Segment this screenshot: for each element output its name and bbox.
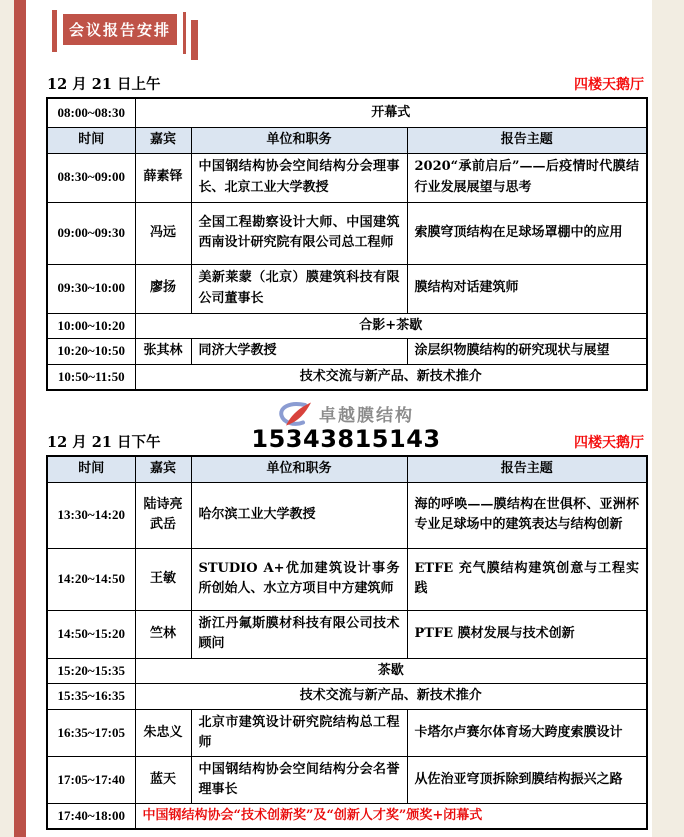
cell-org: 同济大学教授 — [191, 338, 407, 364]
cell-org: 中国钢结构协会空间结构分会理事长、北京工业大学教授 — [191, 153, 407, 202]
award-ceremony-cell: 中国钢结构协会“技术创新奖”及“创新人才奖”颁奖+闭幕式 — [135, 803, 647, 829]
cell-guest: 王敏 — [135, 548, 191, 610]
cell-topic: 索膜穹顶结构在足球场罩棚中的应用 — [407, 202, 647, 264]
table-row — [47, 709, 647, 756]
cell-org: STUDIO A+优加建筑设计事务所创始人、水立方项目中方建筑师 — [191, 548, 407, 610]
guest-name: 陆诗亮 — [143, 497, 183, 512]
merged-cell: 合影+茶歇 — [135, 313, 647, 338]
session-date: 12 月 21 日下午 — [47, 434, 161, 452]
session-date: 12 月 21 日上午 — [47, 76, 161, 93]
venue-label: 四楼天鹅厅 — [574, 435, 644, 452]
cell-topic: PTFE 膜材发展与技术创新 — [407, 610, 647, 658]
table-row — [47, 338, 647, 364]
cell-time: 14:50~15:20 — [47, 610, 135, 658]
banner-decor-bar-left — [52, 10, 57, 52]
banner-title: 会议报告安排 — [68, 21, 171, 39]
afternoon-schedule-table — [46, 455, 648, 830]
table-row — [47, 153, 647, 202]
banner-title-box — [63, 14, 177, 45]
banner-decor-bar-right-thin — [183, 12, 186, 54]
merged-cell: 技术交流与新产品、新技术推介 — [135, 683, 647, 709]
cell-time: 08:00~08:30 — [47, 98, 135, 127]
morning-schedule-table — [46, 97, 648, 391]
morning-section-heading — [46, 74, 646, 94]
cell-guest: 张其林 — [135, 338, 191, 364]
cell-time: 15:20~15:35 — [47, 658, 135, 683]
table-row — [47, 803, 647, 829]
cell-guest: 蓝天 — [135, 756, 191, 803]
column-header-guest: 嘉宾 — [135, 456, 191, 482]
table-row — [47, 610, 647, 658]
cell-guest — [135, 482, 191, 548]
cell-guest: 朱忠义 — [135, 709, 191, 756]
table-row — [47, 264, 647, 313]
cell-topic: 从佐治亚穹顶拆除到膜结构振兴之路 — [407, 756, 647, 803]
cell-time: 17:40~18:00 — [47, 803, 135, 829]
column-header-topic: 报告主题 — [407, 127, 647, 153]
table-row — [47, 548, 647, 610]
table-row — [47, 658, 647, 683]
cell-org: 全国工程勘察设计大师、中国建筑西南设计研究院有限公司总工程师 — [191, 202, 407, 264]
cell-org: 浙江丹氟斯膜材科技有限公司技术顾问 — [191, 610, 407, 658]
table-row — [47, 98, 647, 127]
brand-watermark — [46, 400, 646, 427]
brand-logo-icon — [278, 401, 312, 427]
cell-time: 10:00~10:20 — [47, 313, 135, 338]
column-header-org: 单位和职务 — [191, 127, 407, 153]
table-row — [47, 202, 647, 264]
cell-topic: 2020“承前启后”——后疫情时代膜结行业发展展望与思考 — [407, 153, 647, 202]
banner — [46, 6, 652, 58]
table-header-row — [47, 127, 647, 153]
merged-cell: 开幕式 — [135, 98, 647, 127]
cell-topic: ETFE 充气膜结构建筑创意与工程实践 — [407, 548, 647, 610]
column-header-org: 单位和职务 — [191, 456, 407, 482]
table-row — [47, 364, 647, 390]
table-row — [47, 756, 647, 803]
table-header-row — [47, 456, 647, 482]
cell-time: 10:50~11:50 — [47, 364, 135, 390]
cell-time: 14:20~14:50 — [47, 548, 135, 610]
cell-guest: 冯远 — [135, 202, 191, 264]
cell-topic: 卡塔尔卢赛尔体育场大跨度索膜设计 — [407, 709, 647, 756]
banner-decor-bar-right-thick — [191, 20, 198, 60]
cell-guest: 薛素铎 — [135, 153, 191, 202]
page — [26, 0, 652, 837]
column-header-guest: 嘉宾 — [135, 127, 191, 153]
cell-time: 10:20~10:50 — [47, 338, 135, 364]
cell-topic: 膜结构对话建筑师 — [407, 264, 647, 313]
table-row — [47, 482, 647, 548]
column-header-time: 时间 — [47, 456, 135, 482]
cell-time: 13:30~14:20 — [47, 482, 135, 548]
cell-org: 哈尔滨工业大学教授 — [191, 482, 407, 548]
cell-time: 15:35~16:35 — [47, 683, 135, 709]
afternoon-section-heading — [46, 427, 646, 452]
cell-time: 09:30~10:00 — [47, 264, 135, 313]
guest-name: 武岳 — [149, 517, 176, 533]
cell-time: 08:30~09:00 — [47, 153, 135, 202]
table-row — [47, 313, 647, 338]
column-header-time: 时间 — [47, 127, 135, 153]
cell-topic: 涂层织物膜结构的研究现状与展望 — [407, 338, 647, 364]
cell-time: 16:35~17:05 — [47, 709, 135, 756]
venue-label: 四楼天鹅厅 — [574, 77, 644, 93]
cell-time: 09:00~09:30 — [47, 202, 135, 264]
cell-topic: 海的呼唤——膜结构在世俱杯、亚洲杯专业足球场中的建筑表达与结构创新 — [407, 482, 647, 548]
column-header-topic: 报告主题 — [407, 456, 647, 482]
cell-time: 17:05~17:40 — [47, 756, 135, 803]
cell-org: 北京市建筑设计研究院结构总工程师 — [191, 709, 407, 756]
cell-org: 中国钢结构协会空间结构分会名誉理事长 — [191, 756, 407, 803]
merged-cell: 茶歇 — [135, 658, 647, 683]
merged-cell: 技术交流与新产品、新技术推介 — [135, 364, 647, 390]
cell-guest: 竺林 — [135, 610, 191, 658]
brand-name: 卓越膜结构 — [319, 406, 414, 427]
table-row — [47, 683, 647, 709]
cell-org: 美新莱蒙（北京）膜建筑科技有限公司董事长 — [191, 264, 407, 313]
cell-guest: 廖扬 — [135, 264, 191, 313]
phone-number: 15343815143 — [251, 425, 441, 454]
